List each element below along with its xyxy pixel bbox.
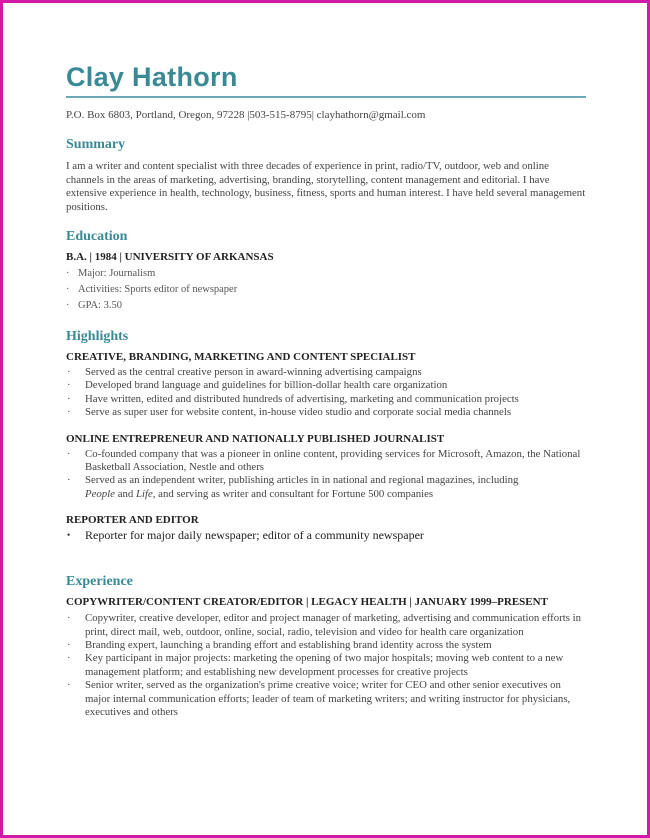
- list-item: · Copywriter, creative developer, editor and project manager of marketing, advertising and communication efforts in print, direct mail, web, outdoor, online, social, radio, television and video for health care organization: [66, 612, 586, 639]
- summary-text: I am a writer and content specialist with three decades of experience in print, radio/TV, outdoor, web and online channels in the areas of marketing, advertising, branding, storytelling, content management and editorial. I have extensive experience in health, technology, business, fitness, sports and human interest. I have held several management positions.: [66, 160, 586, 213]
- list-item: · Activities: Sports editor of newspaper: [66, 282, 586, 298]
- job-title: COPYWRITER/CONTENT CREATOR/EDITOR | LEGACY HEALTH | JANUARY 1999–PRESENT: [66, 596, 548, 609]
- list-item: · Key participant in major projects: marketing the opening of two major hospitals; moving web content to a new management platform; and establishing new development processes for creative projects: [66, 652, 586, 679]
- education-section: [66, 228, 586, 314]
- highlights-section: [66, 328, 586, 543]
- experience-heading: Experience: [66, 574, 133, 590]
- list-item: · Major: Journalism: [66, 266, 586, 282]
- list-item: · GPA: 3.50: [66, 298, 586, 314]
- list-item: · Developed brand language and guidelines for billion-dollar health care organization: [66, 379, 586, 392]
- item-text: , and serving as writer and consultant for Fortune 500 companies: [152, 487, 434, 500]
- highlight-list: [66, 528, 586, 543]
- degree-line: B.A. | 1984 | UNIVERSITY OF ARKANSAS: [66, 251, 274, 263]
- summary-section: [66, 136, 586, 214]
- list-item: · Co-founded company that was a pioneer in online content, providing services for Microsoft, Amazon, the National Basketball Association, Nestle and others: [66, 448, 586, 475]
- highlight-group-title: ONLINE ENTREPRENEUR AND NATIONALLY PUBLISHED JOURNALIST: [66, 432, 445, 445]
- list-item: · Have written, edited and distributed hundreds of advertising, marketing and communication projects: [66, 393, 586, 406]
- list-item: • Reporter for major daily newspaper; editor of a community newspaper: [66, 528, 586, 543]
- list-item: · Branding expert, launching a branding effort and establishing brand identity across the system: [66, 639, 586, 652]
- applicant-name: Clay Hathorn: [66, 62, 238, 92]
- magazine-people: People: [85, 487, 115, 500]
- list-item: · Senior writer, served as the organization's prime creative voice; writer for CEO and other senior executives on major internal communication efforts; leader of team of marketing writers; and writing instructor for physicians, executives and others: [66, 679, 586, 719]
- item-text: Served as an independent writer, publishing articles in in national and regional magazines, including: [85, 474, 519, 487]
- highlight-list: [66, 366, 586, 420]
- header-rule: [66, 96, 586, 98]
- list-item: · Serve as super user for website content, in-house video studio and corporate social media channels: [66, 406, 586, 419]
- highlight-group-title: CREATIVE, BRANDING, MARKETING AND CONTENT SPECIALIST: [66, 351, 416, 363]
- education-list: [66, 266, 586, 314]
- highlights-heading: Highlights: [66, 329, 129, 344]
- magazine-life: Life: [135, 487, 153, 500]
- experience-section: [66, 573, 586, 719]
- education-heading: Education: [66, 229, 128, 244]
- highlight-group-title: REPORTER AND EDITOR: [66, 514, 199, 527]
- highlight-list: [66, 448, 586, 502]
- list-item: [66, 474, 586, 501]
- list-item: · Served as the central creative person in award-winning advertising campaigns: [66, 366, 586, 379]
- experience-list: [66, 612, 586, 719]
- summary-heading: Summary: [66, 137, 126, 152]
- resume-page: [66, 60, 586, 720]
- item-text: and: [117, 487, 134, 500]
- contact-line: P.O. Box 6803, Portland, Oregon, 97228 |503-515-8795| clayhathorn@gmail.com: [66, 109, 426, 121]
